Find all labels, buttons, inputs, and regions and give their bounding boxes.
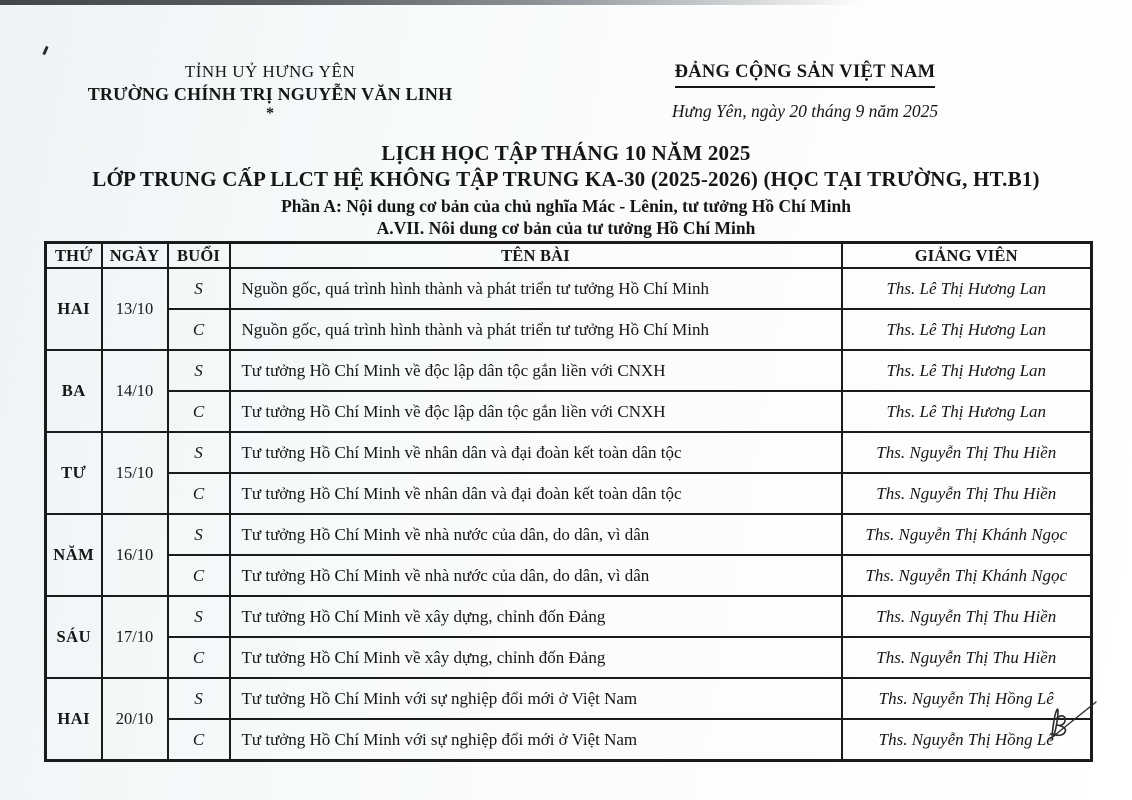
date-cell: 13/10 [102,268,168,350]
session-cell: S [168,350,230,391]
class-title: LỚP TRUNG CẤP LLCT HỆ KHÔNG TẬP TRUNG KA-30 (2025-2026) (HỌC TẠI TRƯỜNG, HT.B1) [92,167,1040,191]
session-cell: C [168,719,230,761]
teacher-cell: Ths. Lê Thị Hương Lan [842,350,1092,391]
table-row [46,719,1092,761]
lesson-cell: Nguồn gốc, quá trình hình thành và phát triển tư tưởng Hồ Chí Minh [230,268,842,309]
lesson-cell: Nguồn gốc, quá trình hình thành và phát triển tư tưởng Hồ Chí Minh [230,309,842,350]
lesson-cell: Tư tưởng Hồ Chí Minh về độc lập dân tộc gắn liền với CNXH [230,391,842,432]
table-row [46,309,1092,350]
part-a-subtitle: Phần A: Nội dung cơ bản của chủ nghĩa Mác - Lênin, tư tưởng Hồ Chí Minh [281,196,851,216]
teacher-cell: Ths. Lê Thị Hương Lan [842,391,1092,432]
lesson-cell: Tư tưởng Hồ Chí Minh về nhân dân và đại đoàn kết toàn dân tộc [230,432,842,473]
day-cell: HAI [46,268,102,350]
table-row [46,391,1092,432]
header-lesson: TÊN BÀI [230,243,842,269]
session-cell: S [168,432,230,473]
date-cell: 16/10 [102,514,168,596]
date-cell: 14/10 [102,350,168,432]
table-row [46,432,1092,473]
table-header-row [46,243,1092,269]
session-cell: C [168,391,230,432]
header-teacher: GIẢNG VIÊN [842,243,1092,269]
teacher-cell: Ths. Nguyễn Thị Thu Hiền [842,596,1092,637]
day-cell: NĂM [46,514,102,596]
teacher-cell: Ths. Nguyễn Thị Khánh Ngọc [842,514,1092,555]
date-cell: 15/10 [102,432,168,514]
session-cell: S [168,514,230,555]
schedule-table [44,241,1093,762]
day-cell: BA [46,350,102,432]
session-cell: C [168,637,230,678]
schedule-title: LỊCH HỌC TẬP THÁNG 10 NĂM 2025 [381,141,751,165]
issuing-org-block [0,62,540,123]
lesson-cell: Tư tưởng Hồ Chí Minh về nhà nước của dân, do dân, vì dân [230,555,842,596]
teacher-cell: Ths. Nguyễn Thị Thu Hiền [842,637,1092,678]
session-cell: C [168,309,230,350]
teacher-cell: Ths. Nguyễn Thị Khánh Ngọc [842,555,1092,596]
org-name: TRƯỜNG CHÍNH TRỊ NGUYỄN VĂN LINH [87,84,453,104]
party-block [570,62,1040,123]
lesson-cell: Tư tưởng Hồ Chí Minh về độc lập dân tộc gắn liền với CNXH [230,350,842,391]
lesson-cell: Tư tưởng Hồ Chí Minh về xây dựng, chỉnh đốn Đảng [230,596,842,637]
session-cell: C [168,555,230,596]
org-star-mark: * [266,105,274,122]
lesson-cell: Tư tưởng Hồ Chí Minh về xây dựng, chỉnh đốn Đảng [230,637,842,678]
teacher-cell: Ths. Nguyễn Thị Thu Hiền [842,432,1092,473]
lesson-cell: Tư tưởng Hồ Chí Minh về nhà nước của dân, do dân, vì dân [230,514,842,555]
table-row [46,473,1092,514]
lesson-cell: Tư tưởng Hồ Chí Minh với sự nghiệp đổi mới ở Việt Nam [230,719,842,761]
session-cell: S [168,268,230,309]
table-row [46,596,1092,637]
header-date: NGÀY [102,243,168,269]
document-header [0,62,1132,123]
day-cell: HAI [46,678,102,761]
date-cell: 17/10 [102,596,168,678]
table-row [46,555,1092,596]
table-row [46,350,1092,391]
teacher-cell: Ths. Lê Thị Hương Lan [842,309,1092,350]
day-cell: TƯ [46,432,102,514]
teacher-cell: Ths. Nguyễn Thị Thu Hiền [842,473,1092,514]
session-cell: S [168,596,230,637]
session-cell: S [168,678,230,719]
handwritten-paraph [1038,696,1100,744]
table-row [46,637,1092,678]
place-date-line: Hưng Yên, ngày 20 tháng 9 năm 2025 [671,101,939,121]
lesson-cell: Tư tưởng Hồ Chí Minh với sự nghiệp đổi mới ở Việt Nam [230,678,842,719]
document-titles [0,141,1132,239]
date-cell: 20/10 [102,678,168,761]
session-cell: C [168,473,230,514]
table-row [46,678,1092,719]
org-parent-name: TỈNH UỶ HƯNG YÊN [184,62,356,81]
party-motto: ĐẢNG CỘNG SẢN VIỆT NAM [675,62,936,88]
table-row [46,268,1092,309]
lesson-cell: Tư tưởng Hồ Chí Minh về nhân dân và đại đoàn kết toàn dân tộc [230,473,842,514]
teacher-cell: Ths. Lê Thị Hương Lan [842,268,1092,309]
section-subtitle: A.VII. Nôi dung cơ bản của tư tưởng Hồ Chí Minh [376,218,756,238]
day-cell: SÁU [46,596,102,678]
teacher-cell: Ths. Nguyễn Thị Hồng Lê [842,719,1092,761]
teacher-cell: Ths. Nguyễn Thị Hồng Lê [842,678,1092,719]
header-day: THỨ [46,243,102,269]
header-session: BUỔI [168,243,230,269]
table-row [46,514,1092,555]
